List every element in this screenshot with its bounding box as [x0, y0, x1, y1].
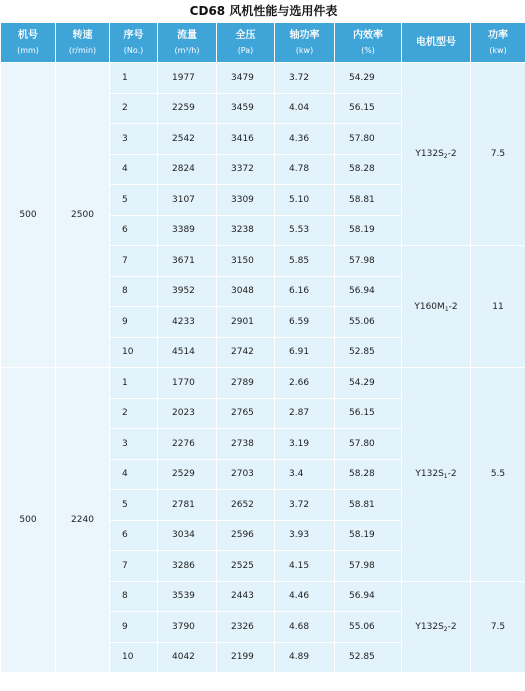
motor-model-subscript: 1	[444, 305, 449, 313]
sequence-cell: 8	[110, 276, 158, 307]
shaft-power-cell: 4.68	[275, 612, 335, 643]
motor-model-base: Y160M	[414, 301, 445, 312]
efficiency-cell: 57.98	[335, 551, 402, 582]
motor-power-cell: 7.5	[471, 63, 525, 246]
sequence-cell: 4	[110, 154, 158, 185]
pressure-cell: 2525	[217, 551, 275, 582]
motor-model-suffix: -2	[448, 301, 458, 312]
column-header	[402, 23, 471, 63]
column-header-label: 功率	[488, 29, 508, 41]
efficiency-cell: 58.19	[335, 520, 402, 551]
flow-cell: 2276	[158, 429, 217, 460]
column-header-label: 序号	[123, 29, 144, 41]
flow-cell: 2824	[158, 154, 217, 185]
shaft-power-cell: 4.04	[275, 93, 335, 124]
sequence-cell: 9	[110, 307, 158, 338]
sequence-cell: 5	[110, 490, 158, 521]
sequence-cell: 7	[110, 246, 158, 277]
pressure-cell: 2742	[217, 337, 275, 368]
motor-model-cell	[402, 581, 471, 673]
machine-number-cell: 500	[1, 368, 56, 673]
flow-cell: 1770	[158, 368, 217, 399]
shaft-power-cell: 5.85	[275, 246, 335, 277]
sequence-cell: 10	[110, 642, 158, 673]
sequence-cell: 7	[110, 551, 158, 582]
column-header-unit: (Pa)	[237, 45, 254, 55]
motor-model-cell	[402, 368, 471, 582]
column-header-label: 轴功率	[289, 29, 320, 41]
flow-cell: 2529	[158, 459, 217, 490]
shaft-power-cell: 6.16	[275, 276, 335, 307]
flow-cell: 3107	[158, 185, 217, 216]
motor-model-base: Y132S	[415, 469, 444, 480]
motor-model-base: Y132S	[415, 621, 444, 632]
shaft-power-cell: 4.15	[275, 551, 335, 582]
sequence-cell: 1	[110, 368, 158, 399]
motor-model-cell	[402, 63, 471, 246]
pressure-cell: 3416	[217, 124, 275, 155]
column-header	[110, 23, 158, 63]
sequence-cell: 1	[110, 63, 158, 94]
motor-model-cell	[402, 246, 471, 368]
column-header-label: 电机型号	[416, 37, 456, 48]
efficiency-cell: 55.06	[335, 307, 402, 338]
table-row	[1, 63, 525, 94]
motor-model-base: Y132S	[415, 149, 444, 159]
flow-cell: 2259	[158, 93, 217, 124]
flow-cell: 4042	[158, 642, 217, 673]
sequence-cell: 2	[110, 93, 158, 124]
efficiency-cell: 54.29	[335, 368, 402, 399]
pressure-cell: 2789	[217, 368, 275, 399]
column-header	[471, 23, 525, 63]
column-header	[335, 23, 402, 63]
efficiency-cell: 57.98	[335, 246, 402, 277]
machine-number-cell: 500	[1, 63, 56, 368]
shaft-power-cell: 2.66	[275, 368, 335, 399]
sequence-cell: 2	[110, 398, 158, 429]
pressure-cell: 3048	[217, 276, 275, 307]
efficiency-cell: 58.81	[335, 490, 402, 521]
efficiency-cell: 57.80	[335, 124, 402, 155]
performance-table	[0, 22, 525, 673]
flow-cell: 3671	[158, 246, 217, 277]
shaft-power-cell: 3.93	[275, 520, 335, 551]
flow-cell: 4233	[158, 307, 217, 338]
shaft-power-cell: 6.91	[275, 337, 335, 368]
flow-cell: 3952	[158, 276, 217, 307]
column-header	[158, 23, 217, 63]
table-body	[1, 63, 525, 673]
column-header-unit: (r/min)	[68, 45, 97, 55]
column-header-unit: (m³/h)	[174, 45, 200, 55]
pressure-cell: 3372	[217, 154, 275, 185]
shaft-power-cell: 2.87	[275, 398, 335, 429]
pressure-cell: 3150	[217, 246, 275, 277]
sequence-cell: 5	[110, 185, 158, 216]
sequence-cell: 6	[110, 215, 158, 246]
motor-model-subscript: 1	[443, 473, 448, 481]
flow-cell: 4514	[158, 337, 217, 368]
shaft-power-cell: 4.78	[275, 154, 335, 185]
flow-cell: 3790	[158, 612, 217, 643]
motor-model-suffix: -2	[447, 621, 457, 632]
column-header-unit: (mm)	[17, 45, 39, 55]
column-header-label: 转速	[72, 29, 93, 41]
sequence-cell: 8	[110, 581, 158, 612]
shaft-power-cell: 4.89	[275, 642, 335, 673]
column-header	[217, 23, 275, 63]
flow-cell: 3286	[158, 551, 217, 582]
shaft-power-cell: 4.46	[275, 581, 335, 612]
column-header-label: 流量	[177, 29, 197, 41]
efficiency-cell: 57.80	[335, 429, 402, 460]
flow-cell: 1977	[158, 63, 217, 94]
flow-cell: 2542	[158, 124, 217, 155]
sequence-cell: 3	[110, 429, 158, 460]
sequence-cell: 9	[110, 612, 158, 643]
pressure-cell: 3238	[217, 215, 275, 246]
pressure-cell: 2901	[217, 307, 275, 338]
motor-power-cell: 11	[471, 246, 525, 368]
efficiency-cell: 56.94	[335, 581, 402, 612]
motor-power-cell: 7.5	[471, 581, 525, 673]
efficiency-cell: 58.28	[335, 154, 402, 185]
pressure-cell: 2443	[217, 581, 275, 612]
pressure-cell: 2765	[217, 398, 275, 429]
efficiency-cell: 52.85	[335, 337, 402, 368]
motor-model-subscript: 2	[443, 153, 448, 160]
pressure-cell: 2596	[217, 520, 275, 551]
efficiency-cell: 54.29	[335, 63, 402, 94]
sequence-cell: 3	[110, 124, 158, 155]
sequence-cell: 6	[110, 520, 158, 551]
speed-cell: 2500	[56, 63, 110, 368]
motor-model-suffix: -2	[447, 469, 457, 480]
flow-cell: 3539	[158, 581, 217, 612]
shaft-power-cell: 4.36	[275, 124, 335, 155]
sequence-cell: 10	[110, 337, 158, 368]
column-header-label: 全压	[235, 29, 256, 41]
shaft-power-cell: 3.72	[275, 490, 335, 521]
column-header	[1, 23, 56, 63]
table-row	[1, 368, 525, 399]
flow-cell: 2781	[158, 490, 217, 521]
column-header-unit: (kw)	[295, 45, 314, 55]
shaft-power-cell: 3.72	[275, 63, 335, 94]
column-header-unit: (kw)	[489, 45, 507, 55]
sequence-cell: 4	[110, 459, 158, 490]
motor-power-cell: 5.5	[471, 368, 525, 582]
efficiency-cell: 55.06	[335, 612, 402, 643]
pressure-cell: 2326	[217, 612, 275, 643]
table-title: CD68 风机性能与选用件表	[189, 4, 338, 18]
pressure-cell: 2199	[217, 642, 275, 673]
pressure-cell: 3459	[217, 93, 275, 124]
column-header	[56, 23, 110, 63]
column-header-label: 内效率	[353, 29, 383, 41]
pressure-cell: 2738	[217, 429, 275, 460]
motor-model-suffix: -2	[447, 149, 457, 159]
efficiency-cell: 56.94	[335, 276, 402, 307]
shaft-power-cell: 5.53	[275, 215, 335, 246]
efficiency-cell: 58.28	[335, 459, 402, 490]
shaft-power-cell: 3.4	[275, 459, 335, 490]
pressure-cell: 3479	[217, 63, 275, 94]
table-header	[1, 23, 525, 63]
efficiency-cell: 58.19	[335, 215, 402, 246]
flow-cell: 2023	[158, 398, 217, 429]
shaft-power-cell: 5.10	[275, 185, 335, 216]
efficiency-cell: 56.15	[335, 93, 402, 124]
efficiency-cell: 52.85	[335, 642, 402, 673]
efficiency-cell: 56.15	[335, 398, 402, 429]
motor-model-subscript: 2	[443, 625, 448, 633]
flow-cell: 3389	[158, 215, 217, 246]
flow-cell: 3034	[158, 520, 217, 551]
column-header	[275, 23, 335, 63]
pressure-cell: 3309	[217, 185, 275, 216]
shaft-power-cell: 6.59	[275, 307, 335, 338]
efficiency-cell: 58.81	[335, 185, 402, 216]
column-header-label: 机号	[18, 29, 38, 41]
column-header-unit: (%)	[361, 45, 375, 55]
pressure-cell: 2703	[217, 459, 275, 490]
column-header-unit: (No.)	[123, 45, 144, 55]
shaft-power-cell: 3.19	[275, 429, 335, 460]
speed-cell: 2240	[56, 368, 110, 673]
pressure-cell: 2652	[217, 490, 275, 521]
